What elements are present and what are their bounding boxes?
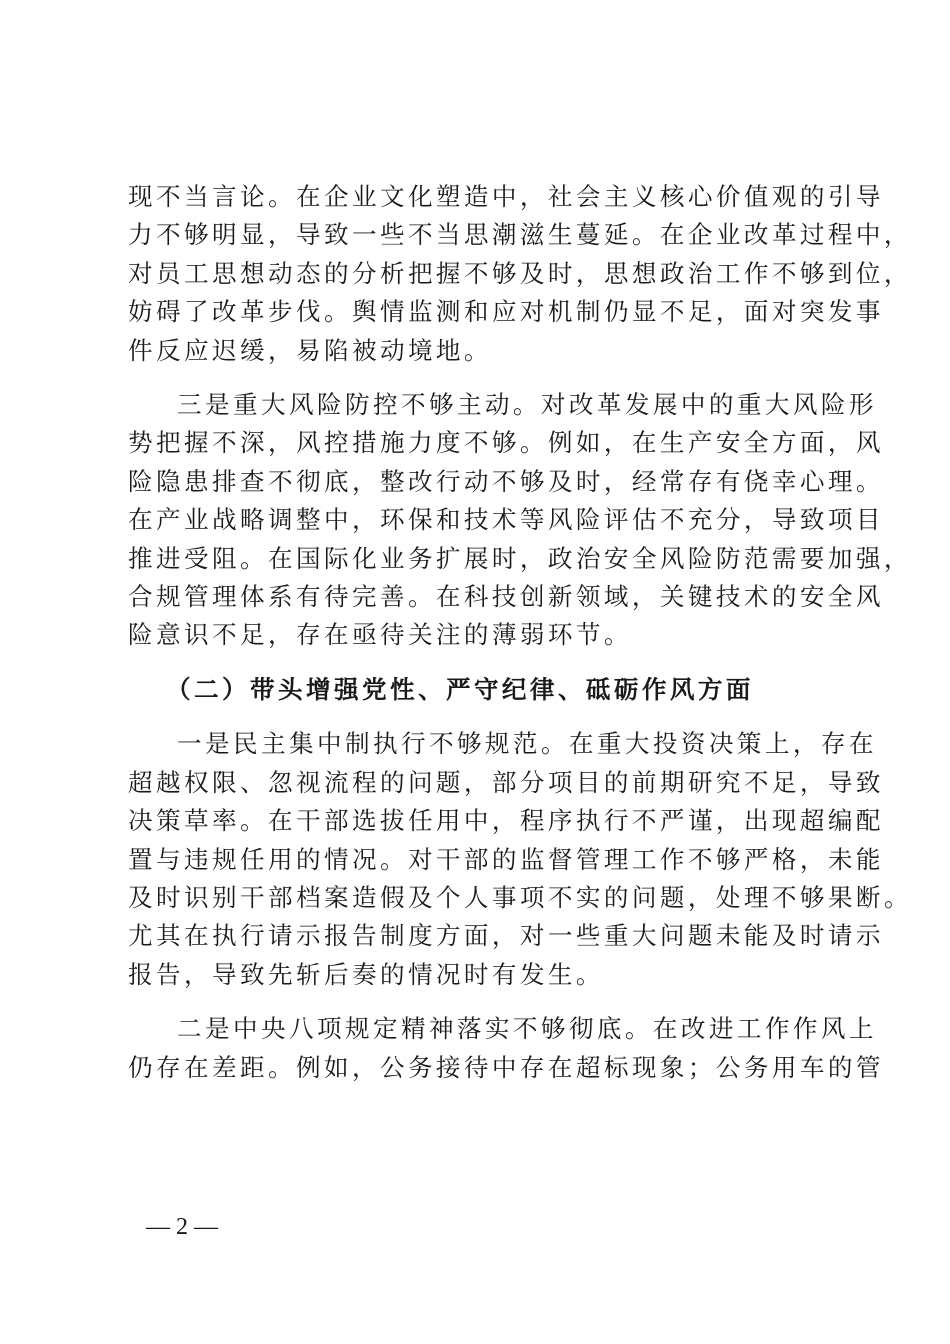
text-line: 在产业战略调整中，环保和技术等风险评估不充分，导致项目: [128, 505, 884, 535]
text-line: 件反应迟缓，易陷被动境地。: [128, 335, 492, 365]
paragraph-eight-regulations: [128, 1010, 884, 1087]
text-line: 仍存在差距。例如，公务接待中存在超标现象；公务用车的管: [128, 1052, 884, 1082]
text-line: 险意识不足，存在亟待关注的薄弱环节。: [128, 620, 632, 650]
text-line: 势把握不深，风控措施力度不够。例如，在生产安全方面，风: [128, 428, 884, 458]
text-line: 尤其在执行请示报告制度方面，对一些重大问题未能及时请示: [128, 921, 884, 951]
section-heading: [128, 671, 822, 709]
text-line: 超越权限、忽视流程的问题，部分项目的前期研究不足，导致: [128, 767, 884, 797]
text-line: 决策草率。在干部选拔任用中，程序执行不严谨，出现超编配: [128, 806, 884, 836]
text-line: 一是民主集中制执行不够规范。在重大投资决策上，存在: [177, 729, 877, 759]
text-line: 报告，导致先斩后奏的情况时有发生。: [128, 959, 604, 989]
text-line: 力不够明显，导致一些不当思潮滋生蔓延。在企业改革过程中，: [128, 220, 912, 250]
text-line: 对员工思想动态的分析把握不够及时，思想政治工作不够到位，: [128, 258, 912, 288]
text-line: 三是重大风险防控不够主动。对改革发展中的重大风险形: [177, 390, 877, 420]
paragraph-ideology-continuation: [128, 178, 912, 370]
text-line: 险隐患排查不彻底，整改行动不够及时，经常存有侥幸心理。: [128, 466, 884, 496]
text-line: 置与违规任用的情况。对干部的监督管理工作不够严格，未能: [128, 844, 884, 874]
section-heading-text: （二）带头增强党性、严守纪律、砥砺作风方面: [166, 674, 754, 704]
text-line: 妨碍了改革步伐。舆情监测和应对机制仍显不足，面对突发事: [128, 297, 884, 327]
document-body: [128, 178, 912, 1087]
text-line: 及时识别干部档案造假及个人事项不实的问题，处理不够果断。: [128, 882, 912, 912]
page-number: — 2 —: [146, 1214, 218, 1240]
text-line: 推进受阻。在国际化业务扩展时，政治安全风险防范需要加强，: [128, 543, 912, 573]
paragraph-democratic-centralism: [128, 725, 912, 994]
text-line: 现不当言论。在企业文化塑造中，社会主义核心价值观的引导: [128, 182, 884, 211]
text-line: 二是中央八项规定精神落实不够彻底。在改进工作作风上: [177, 1014, 877, 1044]
paragraph-major-risk: [128, 386, 912, 655]
text-line: 合规管理体系有待完善。在科技创新领域，关键技术的安全风: [128, 582, 884, 612]
